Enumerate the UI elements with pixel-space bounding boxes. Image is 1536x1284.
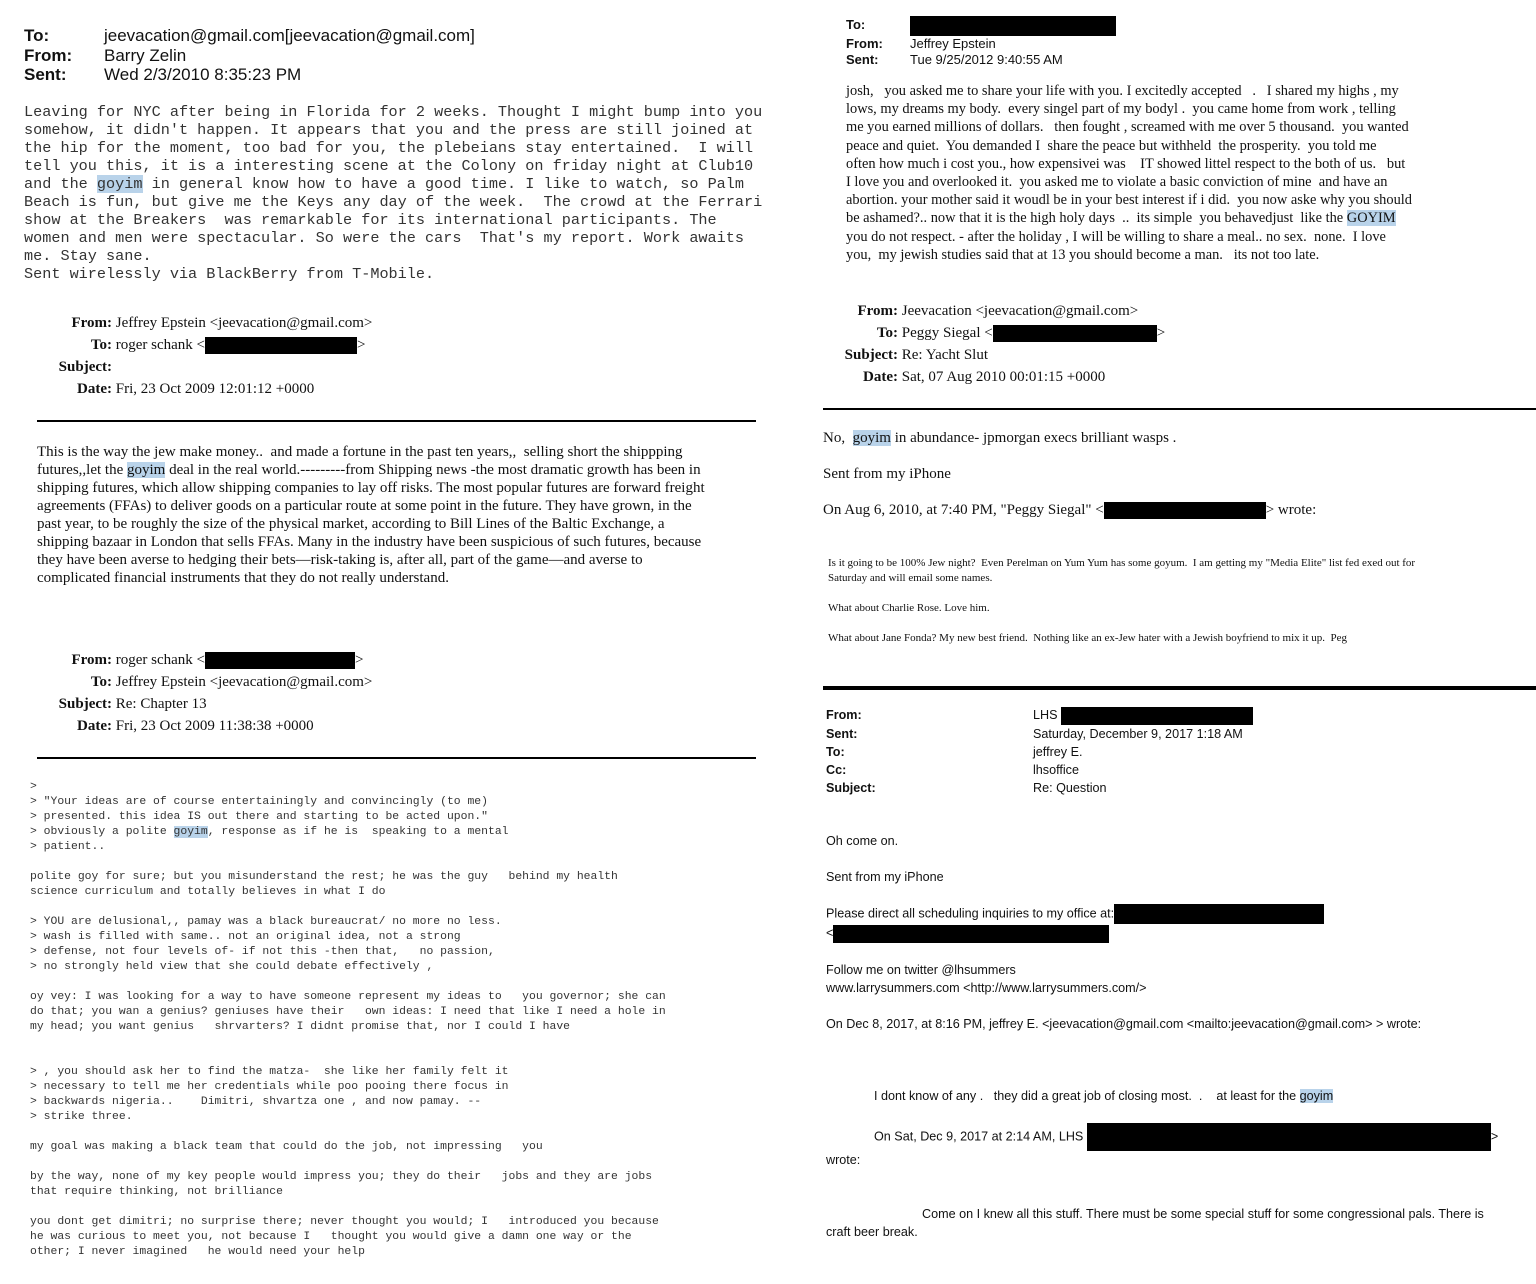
body-line: he was curious to meet you, not because I thought you would give a damn one way or the [30,1231,632,1243]
text-segment: futures,,let the [37,462,127,478]
text-segment: > obviously a polite [30,826,174,838]
email3-body [30,780,666,1260]
email5-body [823,429,1316,537]
body-line: abortion. your mother said it woudl be in your best interest if i did. you now aske why you should [846,192,1412,209]
redaction-box [1114,904,1324,924]
body-line: show at the Breakers was remarkable for its international participants. The [24,211,717,229]
body-line: > no strongly held view that she could debate effectively , [30,961,434,973]
text-segment: > [1490,1129,1499,1143]
to-value: Peggy Siegal < [901,325,993,341]
date-value: Fri, 23 Oct 2009 11:38:38 +0000 [115,718,314,734]
email5-quoted [828,556,1415,646]
to-label: To: [826,744,845,759]
text-segment: deal in the real world.---------from Shipping news -the most dramatic growth has been in [165,462,701,478]
from-label: From: [24,45,73,65]
text-segment: in abundance- jpmorgan execs brilliant wasps . [890,430,1177,446]
body-line: oy vey: I was looking for a way to have someone represent my ideas to you governor; she can [30,991,666,1003]
divider [823,686,1536,690]
body-line: somehow, it didn't happen. It appears that you and the press are still joined at [24,121,754,139]
highlighted-word: GOYIM [1346,210,1396,227]
body-line: > , you should ask her to find the matza- she like her family felt it [30,1066,509,1078]
body-line: that require thinking, not brilliance [30,1186,283,1198]
highlighted-word: goyim [852,430,891,446]
body-line: you dont get dimitri; no surprise there; never thought you would; I introduced you because [30,1216,659,1228]
body-line: Beach is fun, but give me the Keys any day of the week. The crowd at the Ferrari [24,193,763,211]
body-line: > YOU are delusional,, pamay was a black bureaucrat/ no more no less. [30,916,502,928]
body-line [37,461,705,479]
body-line: craft beer break. [826,1224,918,1239]
text-segment: No, [823,430,853,446]
text-segment: , response as if he is speaking to a mental [207,826,509,838]
from-value: Jeffrey Epstein [910,36,996,51]
email4-header [846,16,1116,68]
body-line: agreements (FFAs) to deliver goods on a particular route at some point in the future. They have grown, in the [37,498,692,514]
body-line: www.larrysummers.com <http://www.larrysummers.com/> [826,980,1147,995]
body-line: > presented. this idea IS out there and starting to be acted upon." [30,811,488,823]
subject-value: Re: Chapter 13 [115,696,207,712]
text-segment: and the [24,175,97,193]
email2-header [52,312,372,400]
body-line [846,209,1412,227]
highlighted-word: goyim [173,826,208,838]
body-line: tell you this, it is a interesting scene at the Colony on friday night at Club10 [24,157,754,175]
email3-header [52,649,372,737]
body-line: Come on I knew all this stuff. There must be some special stuff for some congressional pals. There is [922,1206,1484,1221]
subject-value: Re: Yacht Slut [901,347,989,363]
redaction-box [993,325,1157,342]
body-line: Oh come on. [826,834,899,848]
body-line: women and men were spectacular. So were the cars That's my report. Work awaits [24,229,745,247]
highlighted-word: goyim [1299,1088,1334,1103]
subject-label: Subject: [58,696,112,712]
body-line [823,429,1316,447]
sent-value: Wed 2/3/2010 8:35:23 PM [104,65,302,84]
quote-line: Saturday and will email some names. [828,572,993,584]
to-label: To: [90,674,112,690]
text-segment: in general know how to have a good time. I like to watch, so Palm [142,175,745,193]
to-value: Jeffrey Epstein <jeevacation@gmail.com> [115,674,373,690]
body-line [826,1123,1498,1151]
sent-value: Tue 9/25/2012 9:40:55 AM [910,52,1063,67]
body-line: often how much i cost you., how expensivei was IT showed littel respect to the both of us. but [846,155,1406,172]
body-line: > wash is filled with same.. not an original idea, not a strong [30,931,461,943]
highlighted-word: goyim [126,462,166,478]
body-line: the hip for the moment, too bad for you, the plebeians stay entertained. I will [24,139,754,157]
redaction-box [1087,1123,1491,1151]
sent-value: Saturday, December 9, 2017 1:18 AM [1033,726,1243,741]
date-value: Fri, 23 Oct 2009 12:01:12 +0000 [115,381,315,397]
body-line: me. Stay sane. [24,247,152,265]
email1-header [24,26,475,85]
email5-header [840,300,1165,388]
to-label: To: [90,337,112,353]
divider [37,420,756,422]
from-label: From: [826,708,862,722]
body-line: complicated financial instruments that they do not really understand. [37,570,449,586]
body-line: polite goy for sure; but you misunderstand the rest; he was the guy behind my health [30,871,618,883]
body-line: Sent from my iPhone [823,466,951,482]
subject-label: Subject: [58,359,112,375]
email4-body [846,82,1412,264]
sent-label: Sent: [826,726,858,741]
quote-line: Is it going to be 100% Jew night? Even Perelman on Yum Yum has some goyum. I am getting my "Media Elite" list fed exed out for [828,557,1416,569]
body-line: > defense, not four levels of- if not this -then that, no passion, [30,946,495,958]
body-line: I love you and overlooked it. you asked me to violate a basic conviction of mine and have an [846,174,1388,191]
body-line: you, my jewish studies said that at 13 you should become a man. its not too late. [846,246,1320,263]
divider [37,757,756,759]
body-line: shipping bazaar in London that sells FFAs. Many in the industry have been suspicious of such futures, because [37,534,702,550]
from-label: From: [857,303,898,319]
redaction-box [833,925,1109,943]
body-line: Sent wirelessly via BlackBerry from T-Mobile. [24,265,435,283]
email6-header [826,706,1253,797]
body-line: me you earned millions of dollars. then fought , screamed with me over 5 thousand. you wanted [846,119,1409,136]
body-line: > "Your ideas are of course entertainingly and convincingly (to me) [30,796,488,808]
body-line: > necessary to tell me her credentials while poo pooing there focus in [30,1081,509,1093]
to-label: To: [846,17,866,33]
body-line: wrote: [826,1152,861,1167]
to-value: jeffrey E. [1033,744,1083,759]
highlighted-word: goyim [96,175,143,193]
body-line: science curriculum and totally believes in what I do [30,886,386,898]
date-label: Date: [863,369,898,385]
quote-line: What about Jane Fonda? My new best friend. Nothing like an ex-Jew hater with a Jewish boyfriend to mix it up. Peg [828,632,1348,644]
body-line: past year, to be roughly the size of the physical market, according to Bill Lines of the Baltic Exchange, a [37,516,665,532]
text-segment: I dont know of any . they did a great job of closing most. . at least for the [874,1088,1300,1103]
redaction-box [205,337,357,354]
redaction-box [1061,707,1253,725]
body-line [823,501,1316,519]
body-line: peace and quiet. You demanded I share the peace but withheld the prosperity. you told me [846,137,1377,154]
body-line [826,924,1498,943]
to-label: To: [876,325,898,341]
from-label: From: [71,315,112,331]
from-label: From: [846,36,883,51]
body-line: lows, my dreams my body. every singel part of my bodyl . you came home from work , telling [846,101,1396,118]
date-label: Date: [77,718,112,734]
body-line: > [30,781,37,793]
body-line: my head; you want genius shrvarters? I didnt promise that, nor I could I have [30,1021,571,1033]
body-line: my goal was making a black team that could do the job, not impressing you [30,1141,543,1153]
body-line [826,1087,1498,1105]
body-line: This is the way the jew make money.. and made a fortune in the past ten years,, selling short the shippping [37,444,683,460]
divider [823,408,1536,410]
text-segment: < [826,926,834,940]
subject-value: Re: Question [1033,781,1107,796]
body-line: > patient.. [30,841,106,853]
text-segment: Please direct all scheduling inquiries to my office at: [826,906,1115,921]
from-value: Barry Zelin [104,45,187,65]
redaction-box [910,16,1116,36]
body-line: shipping futures, which allow shipping companies to lay off risks. The most popular futures are forward freight [37,480,705,496]
body-line: > backwards nigeria.. Dimitri, shvartza one , and now pamay. -- [30,1096,482,1108]
to-value-end: > [357,337,366,353]
body-line: On Dec 8, 2017, at 8:16 PM, jeffrey E. <jeevacation@gmail.com <mailto:jeevacation@gmail.com> > wrote: [826,1016,1422,1031]
quote-line: What about Charlie Rose. Love him. [828,602,990,614]
body-line [24,175,762,193]
body-line: by the way, none of my key people would impress you; they do their jobs and they are jobs [30,1171,653,1183]
subject-label: Subject: [826,781,876,796]
body-line: you do not respect. - after the holiday , I will be willing to share a meal.. no sex. none. I love [846,228,1386,245]
text-segment: > wrote: [1265,502,1317,518]
cc-label: Cc: [826,763,847,778]
subject-label: Subject: [844,347,898,363]
body-line: josh, you asked me to share your life with you. I excitedly accepted . I shared my highs , my [846,83,1399,99]
email2-body [37,443,705,587]
body-line [826,904,1498,924]
body-line: do that; you wan a genius? geniuses have their own ideas: I need that like I need a hole in [30,1006,666,1018]
body-line: Leaving for NYC after being in Florida for 2 weeks. Thought I might bump into you [24,103,763,121]
cc-value: lhsoffice [1033,763,1079,778]
sent-label: Sent: [846,52,879,67]
body-line: > strike three. [30,1111,133,1123]
body-line [30,825,666,840]
text-segment: be ashamed?.. now that it is the high holy days .. its simple you behavedjust like the [846,210,1347,227]
from-value: roger schank < [115,652,206,668]
to-value: roger schank < [115,337,206,353]
redaction-box [205,652,355,669]
body-line: Follow me on twitter @lhsummers [826,962,1016,977]
to-value: jeevacation@gmail.com[jeevacation@gmail.com] [104,26,475,45]
redaction-box [1104,502,1266,519]
body-line: they have been averse to hedging their bets—risk-taking is, after all, part of the game—and averse to [37,552,643,568]
date-label: Date: [77,381,112,397]
to-label: To: [24,26,50,45]
from-value-end: > [355,652,364,668]
body-line: Sent from my iPhone [826,870,944,884]
from-value: LHS [1033,708,1061,722]
text-segment: On Aug 6, 2010, at 7:40 PM, "Peggy Siegal" < [823,502,1104,518]
from-value: Jeevacation <jeevacation@gmail.com> [901,303,1139,319]
email1-body [24,103,762,283]
from-label: From: [71,652,112,668]
from-value: Jeffrey Epstein <jeevacation@gmail.com> [115,315,373,331]
sent-label: Sent: [24,65,67,84]
date-value: Sat, 07 Aug 2010 00:01:15 +0000 [901,369,1106,385]
text-segment: On Sat, Dec 9, 2017 at 2:14 AM, LHS [874,1129,1087,1143]
body-line: other; I never imagined he would need your help [30,1246,365,1258]
to-value-end: > [1156,325,1166,341]
email6-body [826,832,1498,1241]
